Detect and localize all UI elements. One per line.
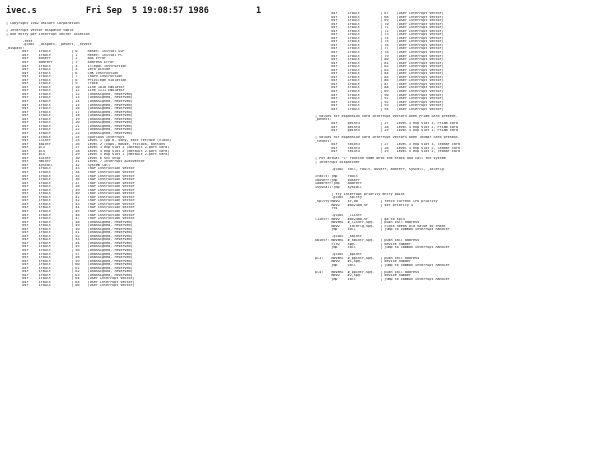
code-line: bsr ifault | 12 (Unassigned, reserved): [6, 92, 133, 96]
print-datetime: Fri Sep 5 19:08:57 1986: [86, 6, 209, 16]
code-line: bsr teint3 | 27 Level 3 exp slot 3, Tecmar card: [315, 143, 460, 147]
code-line: bsr ifault | 0 Reset: Initial SSP: [6, 50, 125, 54]
code-line: ibuserr:jmp buserr: [315, 178, 360, 182]
code-line: movw #0x2400,sr | set priority 4: [315, 203, 413, 207]
code-line: l1intr: movw #0x2400,sr | go to spl4: [315, 217, 405, 221]
code-line: bsr teint5 | 29 Level 5 exp slot 1, Tecmar card: [315, 150, 460, 154]
code-line: bsr ifault | 16 (Unassigned, reserved): [6, 107, 133, 111]
code-line: bsr ifault | 45 TRAP Instruction Vector: [6, 209, 135, 213]
code-line: bsr ifault | 65 (User Interrupt Vector): [6, 280, 135, 284]
code-line: bsr ifault | 8 Privilege Violation: [6, 78, 127, 82]
code-line: bsr ifault | 49 (Unassigned, reserved): [6, 224, 133, 228]
code-line: bsr ifault | 17 (Unassigned, reserved): [6, 110, 133, 114]
code-line: bsr pl3 | 27 Level 3 exp slot 3 (default 2-port card): [6, 146, 170, 150]
code-line: bsr ifault | 62 (Unassigned, reserved): [6, 270, 133, 274]
code-line: | tty interrupt priority entry point: [315, 192, 405, 196]
code-line: bsr ifault | 22 (Unassigned, reserved): [6, 128, 133, 132]
code-line: bsr ifault | 82 (User Interrupt Vector): [315, 65, 444, 69]
code-line: bsr ifault | 88 (User Interrupt Vector): [315, 86, 444, 90]
code-line: bsr ifault | 21 (Unassigned, reserved): [6, 124, 133, 128]
code-line: clrw sp@- | device number: [315, 242, 411, 246]
code-line: .text: [6, 39, 33, 43]
code-line: bsr ifault | 42 TRAP Instruction Vector: [6, 199, 135, 203]
code-line: bsr ifault | 14 (Unassigned, reserved): [6, 100, 133, 104]
code-line: bsr ifault | 84 (User Interrupt Vector): [315, 72, 444, 76]
code-line: bsr ifault | 93 (User Interrupt Vector): [315, 104, 444, 108]
code-line: bsr ifault | 24 Spurious Interrupt: [6, 135, 125, 139]
code-line: bsr peint5 | 29 Level 5 exp slot 1, Priam card: [315, 129, 458, 133]
code-line: bsr ifault | 85 (User Interrupt Vector): [315, 75, 444, 79]
code-line: bsr ifault | 15 (Unassigned, reserved): [6, 103, 133, 107]
code-line: jmp call | jump to common interrupt handler: [315, 228, 450, 232]
code-line: bsr ifault | 61 (Unassigned, reserved): [6, 266, 133, 270]
code-line: .globl _spltty: [315, 196, 362, 200]
code-line: bsr ifault | 38 TRAP Instruction Vector: [6, 185, 135, 189]
code-line: bsr ifault | 74 (User Interrupt Vector): [315, 36, 444, 40]
code-line: bsr ifault | 37 TRAP Instruction Vector: [6, 181, 135, 185]
code-line: movw #2,sp@- | device number: [315, 274, 411, 278]
code-line: | interrupt dispatcher: [315, 160, 360, 164]
code-line: bsr peint4 | 28 Level 4 exp slot 2, Priam card: [315, 125, 458, 129]
code-line: bsr ifault | 59 (Unassigned, reserved): [6, 259, 133, 263]
code-line: | Copyright 1982 UniSoft Corporation: [6, 22, 80, 25]
code-line: bsr ifault | 33 TRAP Instruction Vector: [6, 167, 135, 171]
code-line: _pevect:: [315, 118, 332, 122]
code-line: bsr ifault | 83 (User Interrupt Vector): [315, 68, 444, 72]
code-line: bsr kbintr | 26 Level 2 (cops, mouse, rtclock, buttons: [6, 142, 166, 146]
code-line: kbintr: moveml #_kbintr,sp@- | push call address: [315, 239, 420, 242]
code-line: bsr addrerr | 3 Address Error: [6, 61, 115, 65]
code-line: bsr ifault | 66 (User Interrupt Vector): [6, 284, 135, 288]
code-line: bsr ifault | 11 Line 1111 Emulator: [6, 89, 125, 93]
code-line: bsr ifault | 51 (Unassigned, reserved): [6, 231, 133, 235]
code-line: bsr l1intr | 25 Level 1 (pp 0, sony, sect retrace (clock): [6, 139, 172, 143]
code-line: bsr ifault | 56 (Unassigned, reserved): [6, 249, 133, 252]
code-line: bsr ifault | 86 (User Interrupt Vector): [315, 79, 444, 83]
code-line: bsr ifault | 53 (Unassigned, reserved): [6, 238, 133, 242]
code-line: bsr ifault | 48 (Unassigned, reserved): [6, 220, 133, 224]
code-line: bsr ifault | 1 Reset: Initial PC: [6, 53, 123, 57]
code-line: bsr ifault | 58 (Unassigned, reserved): [6, 256, 133, 260]
code-line: bsr ifault | 68 (User Interrupt Vector): [315, 15, 444, 19]
code-line: bsr ifault | 9 Trace: [6, 82, 98, 86]
code-line: bsr syscall | 32 System Call: [6, 163, 111, 167]
code-line: bsr ifault | 80 (User Interrupt Vector): [315, 58, 444, 62]
code-line: bsr ifault | 4 Illegal Instruction: [6, 64, 127, 68]
code-line: bsr ifault | 13 (Unassigned, reserved): [6, 96, 133, 100]
right-listing-column: [315, 12, 600, 282]
page-number: 1: [256, 6, 262, 16]
code-line: | Values for expansion card interrupt vectors when Tecmar card present.: [315, 136, 460, 140]
code-line: bsr ifault | 18 (Unassigned, reserved): [6, 114, 133, 118]
code-line: bsr ifault | 10 Line 1010 Emulator: [6, 85, 125, 89]
code-line: bsr ifault | 54 (Unassigned, reserved): [6, 241, 133, 245]
file-name: ivec.s: [6, 6, 37, 16]
code-line: .globl _ppintr: [315, 253, 362, 257]
code-line: bsr ifault | 41 TRAP Instruction Vector: [6, 195, 135, 199]
code-line: .globl _dispatc, _pevect, _tevect: [6, 43, 92, 47]
code-line: | Put actual "C" routine name onto the stack and call the system: [315, 157, 446, 161]
code-line: rts: [315, 207, 338, 211]
code-line: bsr ifault | 39 TRAP Instruction Vector: [6, 188, 135, 192]
code-line: bsr nmintr | 31 Level 7 Interrupt Autovector: [6, 160, 145, 164]
code-line: bsr ifault | 60 (Unassigned, reserved): [6, 263, 133, 267]
code-line: bsr ifault | 67 (User Interrupt Vector): [315, 12, 444, 15]
code-line: bsr ifault | 55 (Unassigned, reserved): [6, 245, 133, 249]
code-line: moveml #_l1intr,sp@- | push call address: [315, 221, 420, 225]
code-line: bsr ifault | 71 (User Interrupt Vector): [315, 26, 444, 30]
code-line: bsr ifault | 7 TRAPV Instruction: [6, 75, 123, 79]
code-line: | Values for expansion card interrupt vectors when Priam card present.: [315, 114, 458, 118]
code-line: bsr ifault | 64 (User Interrupt Vector): [6, 277, 135, 281]
code-line: bsr ifault | 78 (User Interrupt Vector): [315, 51, 444, 55]
code-line: movw #1,sp@- | device number: [315, 260, 411, 264]
code-line: bsr ifault | 79 (User Interrupt Vector): [315, 54, 444, 58]
code-line: bsr ifault | 81 (User Interrupt Vector): [315, 61, 444, 65]
code-line: bsr ifault | 90 (User Interrupt Vector): [315, 93, 444, 97]
code-line: bsr ifault | 40 TRAP Instruction Vector: [6, 192, 135, 196]
code-line: bsr ifault | 57 (Unassigned, reserved): [6, 252, 133, 256]
code-line: bsr ifault | 73 (User Interrupt Vector): [315, 33, 444, 37]
code-line: bsr ifault | 47 TRAP Instruction Vector: [6, 217, 135, 221]
code-line: bsr ifault | 52 (Unassigned, reserved): [6, 234, 133, 238]
code-line: _tevect:: [315, 139, 332, 143]
code-line: isyscall:jmp syscall: [315, 185, 362, 189]
code-line: jmp call | jump to common interrupt handler: [315, 278, 450, 282]
code-line: bsr teint4 | 28 Level 4 exp slot 2, Tecmar card: [315, 146, 460, 150]
code-line: movw _idleflg,sp@- | clock needs old value so cheat: [315, 224, 446, 228]
code-line: bsr ifault | 70 (User Interrupt Vector): [315, 22, 444, 26]
code-line: bsr buserr | 2 Bus Error: [6, 57, 107, 61]
code-line: bsr ifault | 19 (Unassigned, reserved): [6, 117, 133, 121]
code-line: .globl _kbintr: [315, 235, 362, 239]
code-line: iaddrerr:jmp addrerr: [315, 182, 362, 186]
code-line: bsr ifault | 23 (Unassigned, reserved): [6, 131, 133, 135]
code-line: bsr ifault | 50 (Unassigned, reserved): [6, 227, 133, 231]
code-line: bsr pl5 | 29 Level 5 exp slot 1 (default 2-port card): [6, 153, 170, 157]
code-line: bsr ifault | 77 (User Interrupt Vector): [315, 47, 444, 51]
code-line: bsr ifault | 20 (Unassigned, reserved): [6, 121, 133, 125]
code-line: bsr ifault | 63 (Unassigned, reserved): [6, 273, 133, 277]
code-line: bsr ifault | 35 TRAP Instruction Vector: [6, 174, 135, 178]
code-line: bsr ifault | 92 (User Interrupt Vector): [315, 100, 444, 104]
code-line: _dispatc:: [6, 46, 25, 50]
code-line: bsr ifault | 72 (User Interrupt Vector): [315, 29, 444, 33]
code-line: bsr ifault | 34 TRAP Instruction Vector: [6, 170, 135, 174]
code-line: bsr ifault | 94 (User Interrupt Vector): [315, 107, 444, 111]
code-line: bsr ifault | 36 TRAP Instruction Vector: [6, 178, 135, 182]
code-line: bsr ifault | 6 CHK Instruction: [6, 71, 119, 75]
code-line: jmp call | jump to common interrupt handler: [315, 263, 450, 267]
code-line: ifault: jmp fault: [315, 175, 358, 179]
code-line: bsr ifault | 69 (User Interrupt Vector): [315, 19, 444, 23]
code-line: bsr ifault | 76 (User Interrupt Vector): [315, 43, 444, 47]
code-line: | One entry per interrupt vector location: [6, 32, 90, 36]
code-line: bsr ifault | 75 (User Interrupt Vector): [315, 40, 444, 44]
code-line: | Interrupt vector dispatch table: [6, 29, 74, 33]
code-line: bsr ifault | 89 (User Interrupt Vector): [315, 90, 444, 94]
left-listing-column: [6, 22, 296, 288]
code-line: pl4: moveml #_ppintr,sp@- | push call address: [315, 270, 420, 274]
code-line: bsr pl4 | 28 Level 4 exp slot 2 (default 2-port card): [6, 149, 170, 153]
code-line: bsr ifault | 91 (User Interrupt Vector): [315, 97, 444, 101]
code-line: bsr ifault | 87 (User Interrupt Vector): [315, 82, 444, 86]
code-line: bsr ifault | 5 Zero Divide: [6, 68, 111, 72]
code-line: jmp call | jump to common interrupt handler: [315, 246, 450, 250]
code-line: bsr ifault | 44 TRAP Instruction Vector: [6, 206, 135, 210]
code-line: .globl call, fault, buserr, addrerr, syscall, _idleflg: [315, 168, 444, 172]
code-line: bsr ifault | 43 TRAP Instruction Vector: [6, 202, 135, 206]
code-line: bsr ifault | 46 TRAP Instruction Vector: [6, 213, 135, 217]
code-line: _spltty:movw sr,d0 | fetch current CPU priority: [315, 199, 438, 203]
code-line: bsr peint3 | 27 Level 3 exp slot 3, Priam card: [315, 121, 458, 125]
code-line: bsr scintr | 30 Level 6 scc chip: [6, 156, 121, 160]
code-line: .globl _l1intr: [315, 214, 362, 218]
code-line: pl3: moveml #_ppintr,sp@- | push call address: [315, 256, 420, 260]
